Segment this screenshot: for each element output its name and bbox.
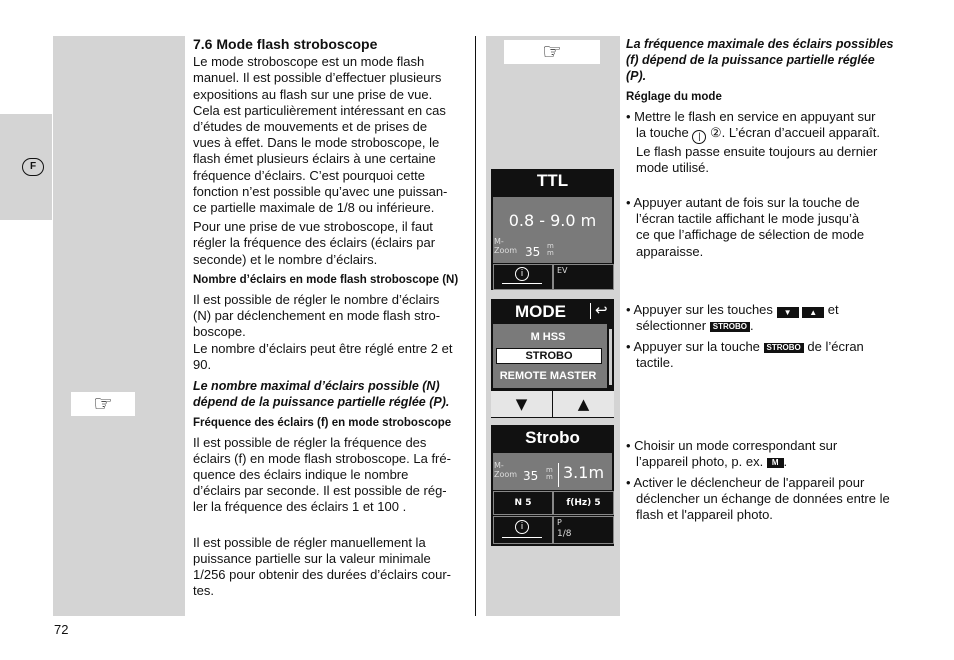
flash-count-button[interactable]: N 5 [493,491,553,515]
pointing-hand-icon: ☞ [71,392,135,416]
bullet-camera-mode: • Choisir un mode correspondant sur l’appareil photo, p. ex. M . [626,438,838,470]
paragraph-strobe-setup: Pour une prise de vue stroboscope, il faut régler la fréquence des éclairs (éclairs par seconde) et le nombre d’éclairs. [193,219,436,267]
mode-item-remote-master[interactable]: REMOTE MASTER [499,370,597,382]
left-text-column [193,36,469,600]
info-icon: i [515,520,529,534]
screen-title: TTL [536,171,569,190]
paragraph-partial-power: Il est possible de régler manuellement la puissance partielle sur la valeur minimale 1/256 pour obtenir des durées d’éclairs cour- tes. [193,534,451,599]
section-heading: 7.6 Mode flash stroboscope [193,36,378,52]
paragraph-frequency: Il est possible de régler la fréquence des éclairs (f) en mode flash stroboscope. La fré- quence des éclairs indique le nombre d’éclairs par seconde. Il est possible de rég- ler la fréquence des éclairs 1 et 100 . [193,434,451,515]
manual-mode-label: M [767,458,784,468]
bullet-power-on: • Mettre le flash en service en appuyant sur la touche | ②. L’écran d’accueil apparaît. Le flash passe ensuite toujours au dernier mode utilisé. [626,109,880,176]
paragraph-flash-count: Il est possible de régler le nombre d’éclairs (N) par déclenchement en mode flash stro- boscope. Le nombre d’éclairs peut être réglé entre 2 et 90. [193,292,453,372]
mode-item-strobo-selected[interactable]: STROBO [496,348,602,364]
arrow-up-key-icon: ▲ [802,307,824,318]
zoom-value: 35 [525,245,541,259]
note-max-flash-count: Le nombre maximal d’éclairs possible (N) dépend de la puissance partielle réglée (P). [193,379,450,410]
power-button-icon: | [692,130,706,144]
scroll-up-button[interactable]: ▲ [553,391,614,417]
note-max-frequency: La fréquence maximale des éclairs possibles (f) dépend de la puissance partielle réglée (P). [626,37,894,84]
info-button[interactable] [493,264,553,290]
zoom-unit: mm [547,242,554,257]
screen-ttl [491,169,614,290]
zoom-value: 35 [523,469,539,483]
scrollbar[interactable] [609,329,612,385]
info-icon: i [515,267,529,281]
language-tab-letter: F [22,158,44,176]
subheading-frequency: Fréquence des éclairs (f) en mode stroboscope [193,417,452,430]
subheading-mode-setting: Réglage du mode [626,90,722,103]
back-icon[interactable]: ↩ [595,301,608,319]
zoom-label: M- Zoom [494,461,518,479]
frequency-button[interactable]: f(Hz) 5 [553,491,614,515]
right-text-column [626,36,908,105]
strobo-key-label: STROBO [710,322,750,332]
distance-value: 3.1m [563,463,605,482]
ev-button[interactable]: EV [553,264,614,290]
info-button[interactable] [493,516,553,544]
screen-title: MODE [515,302,566,321]
screen-title: Strobo [525,428,580,447]
column-divider [475,36,476,616]
screen-mode-select [491,299,614,418]
power-level-button[interactable]: P 1/8 [553,516,614,544]
zoom-label: M- Zoom [494,237,518,255]
pointing-hand-icon: ☞ [504,40,600,64]
bullet-press-strobo: • Appuyer sur la touche STROBO de l’écran tactile. [626,339,864,371]
subheading-flash-count: Nombre d’éclairs en mode flash stroboscope (N) [193,273,459,286]
paragraph-intro: Le mode stroboscope est un mode flash manuel. Il est possible d’effectuer plusieurs expositions au flash sur une prise de vue. Cela est particulièrement intéressant en cas d’études de mouvements et de prises de vues à effet. Dans le mode stroboscope, le flash émet plusieurs éclairs à une certaine fréquence d’éclairs. C’est pourquoi cette fonction n’est possible qu’avec une puissan- ce partielle maximale de 1/8 ou inférieure. [193,54,448,216]
distance-range: 0.8 - 9.0 m [508,211,597,230]
arrow-down-key-icon: ▼ [777,307,799,318]
page-number: 72 [54,622,69,637]
screen-strobo [491,425,614,546]
mode-item-m-hss[interactable]: M HSS [530,331,566,343]
strobo-key-label: STROBO [764,343,804,353]
left-margin-column [53,36,185,616]
bullet-open-mode-select: • Appuyer autant de fois sur la touche de l’écran tactile affichant le mode jusqu’à ce que l’affichage de sélection de mode apparaisse. [626,195,865,259]
zoom-unit: mm [546,466,553,481]
scroll-down-button[interactable]: ▼ [491,391,553,417]
bullet-select-strobo: • Appuyer sur les touches ▼ ▲ et sélectionner STROBO . [626,302,839,334]
bullet-release-shutter: • Activer le déclencheur de l'appareil pour déclencher un échange de données entre le flash et l'appareil photo. [626,475,890,523]
